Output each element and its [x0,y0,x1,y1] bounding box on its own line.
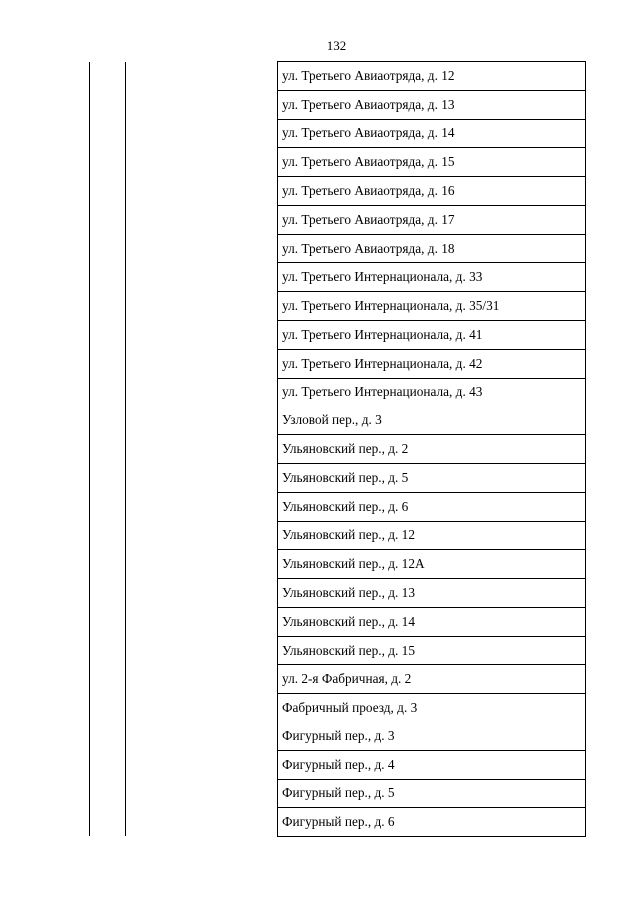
address-row: ул. Третьего Авиаотряда, д. 12 [282,67,455,83]
address-row: ул. Третьего Интернационала, д. 43 [278,378,585,407]
address-row: Ульяновский пер., д. 14 [278,607,585,636]
address-row: Ульяновский пер., д. 12 [278,521,585,550]
address-row: Ульяновский пер., д. 15 [278,636,585,665]
address-row: Фигурный пер., д. 6 [278,807,585,836]
middle-column-border [125,62,126,836]
address-row: ул. 2-я Фабричная, д. 2 [278,664,585,693]
page-number: 132 [326,38,347,53]
address-row: ул. Третьего Интернационала, д. 41 [278,320,585,349]
address-row: ул. Третьего Авиаотряда, д. 13 [278,90,585,119]
address-row: Фигурный пер., д. 4 [278,750,585,779]
address-row: Фабричный проезд, д. 3 [278,693,585,722]
address-row: Узловой пер., д. 3 [282,412,382,428]
address-row: Ульяновский пер., д. 13 [278,578,585,607]
address-row: ул. Третьего Интернационала, д. 33 [278,262,585,291]
address-row: Ульяновский пер., д. 2 [278,434,585,463]
address-row: ул. Третьего Авиаотряда, д. 14 [278,119,585,148]
address-table [277,61,586,837]
address-row: Ульяновский пер., д. 6 [278,492,585,521]
address-row: Фигурный пер., д. 5 [278,779,585,808]
address-row: ул. Третьего Авиаотряда, д. 18 [278,234,585,263]
address-row: Ульяновский пер., д. 12А [278,549,585,578]
address-row: ул. Третьего Авиаотряда, д. 16 [278,176,585,205]
address-row: ул. Третьего Интернационала, д. 42 [278,349,585,378]
address-row: ул. Третьего Авиаотряда, д. 17 [278,205,585,234]
address-row: Ульяновский пер., д. 5 [278,463,585,492]
address-row: Фигурный пер., д. 3 [282,727,395,743]
address-row: ул. Третьего Интернационала, д. 35/31 [278,291,585,320]
address-row: ул. Третьего Авиаотряда, д. 15 [278,147,585,176]
left-column-border [89,62,90,836]
